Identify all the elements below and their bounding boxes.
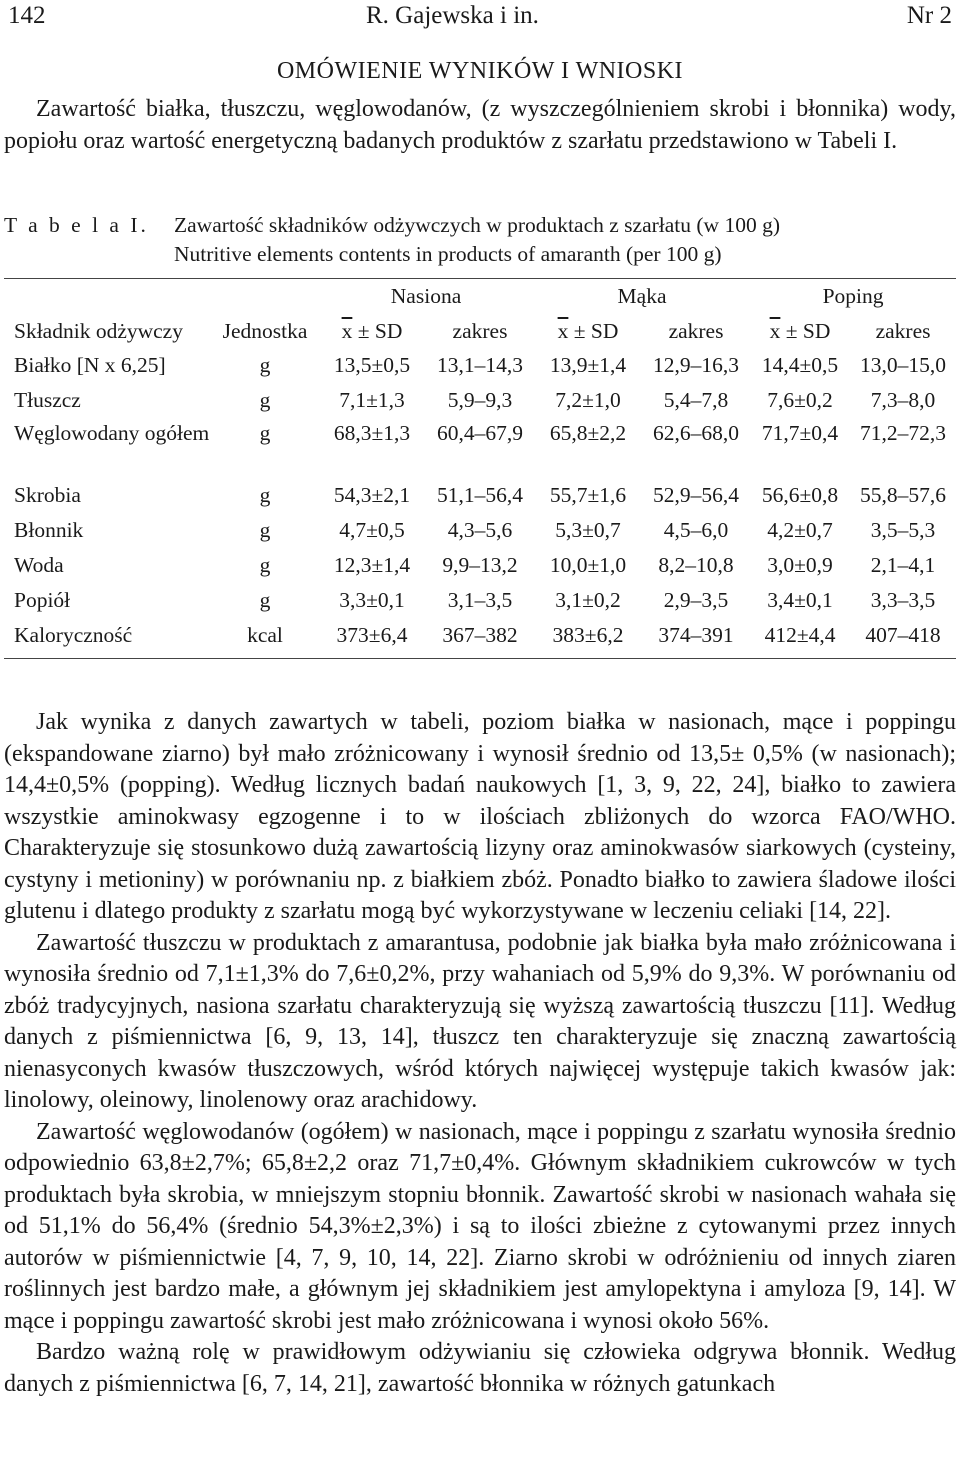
cell-seeds-range: 13,1–14,3 <box>437 353 523 377</box>
cell-seeds-range: 367–382 <box>442 623 518 647</box>
cell-popping-mean: 14,4±0,5 <box>761 353 839 377</box>
row-name: Woda <box>14 553 64 577</box>
cell-flour-range: 2,9–3,5 <box>663 588 729 612</box>
nutrients-table <box>4 279 956 654</box>
header-spacer <box>4 279 212 313</box>
cell-popping-range: 3,5–5,3 <box>870 518 936 542</box>
table-row <box>4 349 956 384</box>
column-header-mean-sd <box>750 313 850 349</box>
cell-seeds-mean: 54,3±2,1 <box>333 483 411 507</box>
table-row <box>4 619 956 654</box>
table-row <box>4 479 956 514</box>
cell-seeds-mean: 3,3±0,1 <box>339 588 405 612</box>
cell-seeds-mean: 68,3±1,3 <box>333 421 411 445</box>
row-unit: g <box>259 421 271 445</box>
row-name: Węglowodany ogółem <box>14 421 210 445</box>
cell-popping-mean: 56,6±0,8 <box>761 483 839 507</box>
cell-seeds-range: 5,9–9,3 <box>447 388 513 412</box>
paragraph-carbohydrates: Zawartość węglowodanów (ogółem) w nasionach, mące i poppingu z szarłatu wynosiła średnio odpowiednio 63,8±2,7%; 65,8±2,2 oraz 71,7±0,4%. Głównym składnikiem cukrowców w tych produktach była skrobia, w mniejszym stopniu błonnik. Zawartość skrobi w nasionach wahała się od 51,1% do 56,4% (średnio 54,3%±2,3%) i są to ilości zbieżne z cytowanymi przez innych autorów w piśmiennictwie [4, 7, 9, 10, 14, 22]. Ziarno skrobi w odróżnieniu od innych ziaren roślinnych jest bardzo małe, a głównym jej składnikiem jest amylopektyna i amyloza [9, 14]. W mące i poppingu zawartość skrobi jest mało zróżnicowana i wynosi około 56%. <box>4 1118 956 1334</box>
row-name: Kaloryczność <box>14 623 133 647</box>
cell-seeds-mean: 12,3±1,4 <box>333 553 411 577</box>
column-header-mean-sd <box>534 313 642 349</box>
cell-popping-range: 13,0–15,0 <box>860 353 947 377</box>
cell-flour-mean: 3,1±0,2 <box>555 588 621 612</box>
cell-popping-range: 55,8–57,6 <box>860 483 947 507</box>
running-head <box>8 0 952 40</box>
table-label: T a b e l a I. <box>4 213 149 237</box>
sd-label: ± SD <box>780 319 831 343</box>
row-unit: g <box>259 353 271 377</box>
cell-seeds-mean: 4,7±0,5 <box>339 518 405 542</box>
table-row <box>4 584 956 619</box>
sd-label: ± SD <box>352 319 403 343</box>
table-bottom-rule <box>4 658 956 659</box>
cell-flour-range: 5,4–7,8 <box>663 388 729 412</box>
running-head-authors: R. Gajewska i in. <box>366 2 539 29</box>
table-row <box>4 549 956 584</box>
mean-symbol: $\overline{x}$ <box>769 319 781 343</box>
column-header-component: Składnik odżywczy <box>14 319 183 343</box>
cell-flour-range: 52,9–56,4 <box>653 483 740 507</box>
cell-popping-mean: 412±4,4 <box>764 623 836 647</box>
cell-seeds-mean: 373±6,4 <box>336 623 408 647</box>
cell-flour-mean: 5,3±0,7 <box>555 518 621 542</box>
paragraph-fiber: Bardzo ważną rolę w prawidłowym odżywianiu się człowieka odgrywa błonnik. Według danych z piśmiennictwa [6, 7, 14, 21], zawartość błonnika w różnych gatunkach <box>4 1339 956 1397</box>
table-row <box>4 419 956 479</box>
cell-seeds-range: 60,4–67,9 <box>437 421 523 445</box>
body-text <box>4 707 956 1400</box>
header-spacer <box>212 279 318 313</box>
row-name: Białko [N x 6,25] <box>14 353 166 377</box>
table-row <box>4 384 956 419</box>
sd-label: ± SD <box>568 319 619 343</box>
table-row <box>4 514 956 549</box>
row-name: Błonnik <box>14 518 84 542</box>
group-header-popping: Poping <box>822 284 884 308</box>
cell-flour-mean: 10,0±1,0 <box>549 553 627 577</box>
paragraph-protein: Jak wynika z danych zawartych w tabeli, poziom białka w nasionach, mące i poppingu (ekspandowane ziarno) był mało zróżnicowany i wynosił średnio od 13,5± 0,5% (w nasionach); 14,4±0,5% (popping). Według licznych badań naukowych [1, 3, 9, 22, 24], białko to zawiera wszystkie aminokwasy egzogenne i to w ilościach zbliżonych do wzorca FAO/WHO. Charakteryzuje się stosunkowo dużą zawartością lizyny oraz aminokwasów siarkowych (cysteiny, cystyny i metioniny) w porównaniu np. z białkiem zbóż. Ponadto białko to zawiera śladowe ilości glutenu i dlatego produkty z szarłatu mogą być wykorzystywane w leczeniu celiaki [14, 22]. <box>4 709 956 924</box>
cell-popping-mean: 71,7±0,4 <box>761 421 839 445</box>
row-name: Skrobia <box>14 483 81 507</box>
issue-number: Nr 2 <box>906 2 952 29</box>
column-header-row <box>4 313 956 349</box>
column-header-unit: Jednostka <box>222 319 308 343</box>
cell-popping-range: 71,2–72,3 <box>860 421 947 445</box>
column-header-mean-sd <box>318 313 426 349</box>
cell-seeds-range: 9,9–13,2 <box>442 553 518 577</box>
page-number: 142 <box>8 2 46 29</box>
intro-paragraph: Zawartość białka, tłuszczu, węglowodanów, (z wyszczególnieniem skrobi i błonnika) wody, popiołu oraz wartość energetyczną badanych produktów z szarłatu przedstawiono w Tabeli I. <box>4 96 956 154</box>
cell-flour-range: 62,6–68,0 <box>653 421 740 445</box>
row-unit: g <box>259 518 271 542</box>
table-caption-polish: Zawartość składników odżywczych w produktach z szarłatu (w 100 g) <box>174 213 780 237</box>
cell-flour-range: 12,9–16,3 <box>653 353 740 377</box>
cell-popping-range: 7,3–8,0 <box>870 388 936 412</box>
cell-popping-mean: 4,2±0,7 <box>767 518 833 542</box>
table-caption-english: Nutritive elements contents in products of amaranth (per 100 g) <box>174 242 722 266</box>
row-unit: kcal <box>247 623 283 647</box>
cell-flour-mean: 7,2±1,0 <box>555 388 621 412</box>
cell-popping-mean: 7,6±0,2 <box>767 388 833 412</box>
column-header-range: zakres <box>668 319 724 343</box>
cell-popping-range: 3,3–3,5 <box>870 588 936 612</box>
cell-flour-mean: 65,8±2,2 <box>549 421 627 445</box>
row-unit: g <box>259 588 271 612</box>
row-name: Popiół <box>14 588 71 612</box>
cell-popping-mean: 3,4±0,1 <box>767 588 833 612</box>
group-header-flour: Mąka <box>617 284 667 308</box>
cell-flour-mean: 13,9±1,4 <box>549 353 627 377</box>
column-header-range: zakres <box>452 319 508 343</box>
group-header-seeds: Nasiona <box>390 284 462 308</box>
row-unit: g <box>259 483 271 507</box>
cell-seeds-mean: 13,5±0,5 <box>333 353 411 377</box>
section-title: OMÓWIENIE WYNIKÓW I WNIOSKI <box>276 58 684 84</box>
cell-flour-range: 4,5–6,0 <box>663 518 729 542</box>
cell-seeds-range: 4,3–5,6 <box>447 518 513 542</box>
group-header-row <box>4 279 956 313</box>
row-unit: g <box>259 388 271 412</box>
cell-popping-range: 2,1–4,1 <box>870 553 936 577</box>
cell-flour-range: 374–391 <box>658 623 734 647</box>
cell-seeds-mean: 7,1±1,3 <box>339 388 405 412</box>
cell-flour-mean: 55,7±1,6 <box>549 483 627 507</box>
paragraph-fat: Zawartość tłuszczu w produktach z amarantusa, podobnie jak białka była mało zróżnicowana i wynosiła średnio od 7,1±1,3% do 7,6±0,2%, przy wahaniach od 5,9% do 9,3%. W porównaniu od zbóż tradycyjnych, nasiona szarłatu charakteryzują się wyższą zawartością tłuszczu [11]. Według danych z piśmiennictwa [6, 9, 13, 14], tłuszcz ten charakteryzuje się znaczną zawartością nienasyconych kwasów tłuszczowych, wśród których najwięcej występuje takich kwasów jak: linolowy, oleinowy, linolenowy oraz arachidowy. <box>4 929 956 1113</box>
cell-seeds-range: 3,1–3,5 <box>447 588 513 612</box>
row-unit: g <box>259 553 271 577</box>
cell-seeds-range: 51,1–56,4 <box>437 483 523 507</box>
row-name: Tłuszcz <box>14 388 81 412</box>
cell-flour-range: 8,2–10,8 <box>658 553 734 577</box>
mean-symbol: $\overline{x}$ <box>557 319 569 343</box>
cell-flour-mean: 383±6,2 <box>552 623 624 647</box>
mean-symbol: $\overline{x}$ <box>341 319 353 343</box>
column-header-range: zakres <box>875 319 931 343</box>
cell-popping-mean: 3,0±0,9 <box>767 553 833 577</box>
cell-popping-range: 407–418 <box>865 623 941 647</box>
